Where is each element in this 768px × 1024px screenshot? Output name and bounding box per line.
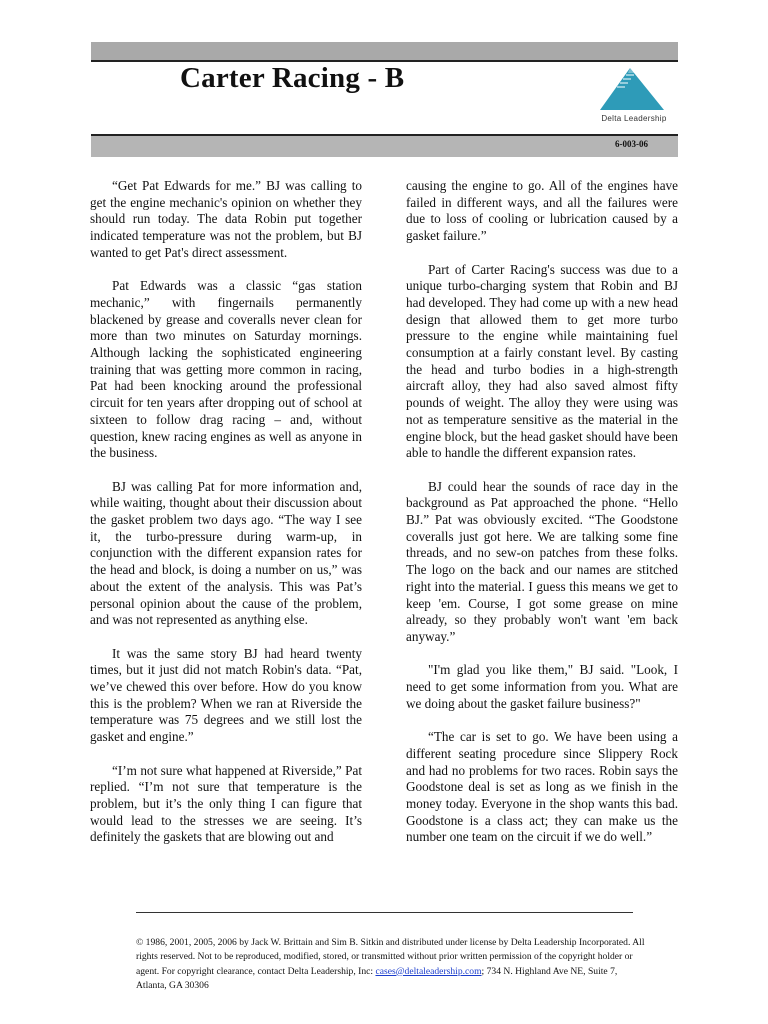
copyright-footer [136,936,648,993]
copyright-text: © 1986, 2001, 2005, 2006 by Jack W. Brittain and Sim B. Sitkin and distributed under license by Delta Leadership Incorporated. All rights reserved. Not to be reproduced, modified, stored, or transmitted without prior written permission of the copyright holder or agent. For copyright clearance, contact Delta Leadership, Inc: [136,937,645,977]
body-paragraph: “I’m not sure what happened at Riverside,” Pat replied. “I’m not sure that temperature is the problem, but it’s the only thing I can figure that would lead to the stresses we are seeing. It’s definitely the gaskets that are blowing out and [90,762,362,845]
body-paragraph: BJ could hear the sounds of race day in the background as Pat approached the phone. “Hello BJ.” Pat was obviously excited. “The Goodstone coveralls just got here. We are talking some fine threads, and no sew-on patches from these folks. The logo on the back and our names are stitched right into the material. I guess this means we get to keep 'em. Course, I got some grease on mine already, so they probably won't want 'em back anyway.” [406,478,678,644]
body-paragraph: “The car is set to go. We have been using a different seating procedure since Slippery Rock and had no problems for two races. Robin says the Goodstone deal is set as long as we finish in the money today. Everyone in the shop wants this bad. Goodstone is a class act; they can make us the number one team on the circuit if we do well.” [406,729,678,845]
body-paragraph: "I'm glad you like them," BJ said. "Look, I need to get some information from you. What are we doing about the gasket failure business?" [406,662,678,711]
body-paragraph: Part of Carter Racing's success was due to a unique turbo-charging system that Robin and BJ had developed. They had come up with a new head design that allowed them to get more turbo pressure to the engine while maintaining fuel consumption at a fairly constant level. By casting the head and turbo bodies in a high-strength aircraft alloy, they had also saved almost fifty pounds of weight. The alloy they were using was not as temperature sensitive as the material in the engine block, but the head gasket should have been able to handle the different expansion rates. [406,261,678,461]
logo-text: Delta Leadership [601,114,667,123]
body-paragraph: Pat Edwards was a classic “gas station mechanic,” with fingernails permanently blackened by grease and coveralls never clean for more than two minutes on Saturday mornings. Although lacking the sophisticated engineering training that was getting more common in racing, Pat had been knocking around the professional circuit for ten years after dropping out of school at sixteen to follow drag racing – and, without question, knew racing engines as well as anyone in the business. [90,278,362,461]
body-paragraph: It was the same story BJ had heard twenty times, but it just did not match Robin's data. “Pat, we’ve chewed this over before. How do you know this is the problem? When we ran at Riverside the temperature was 75 degrees and we still lost the gasket and engine.” [90,645,362,745]
body-paragraph: “Get Pat Edwards for me.” BJ was calling to get the engine mechanic's opinion on whether they should run today. The data Robin put together indicated temperature was not the problem, but BJ wanted to get Pat's direct assessment. [90,178,362,260]
body-paragraph: BJ was calling Pat for more information and, while waiting, thought about their discussion about the gasket problem two days ago. “The way I see it, the turbo-pressure during warm-up, in conjunction with the different expansion rates for the head and block, is doing a number on us,” was about the extent of the analysis. This was Pat’s personal opinion about the cause of the problem, and was not represented as anything else. [90,478,362,628]
document-number: 6-003-06 [615,139,648,149]
body-paragraph-continuation: causing the engine to go. All of the engines have failed in different ways, and all the failures were due to loss of cooling or lubrication caused by a gasket failure.” [406,178,678,244]
triangle-logo-icon [594,66,674,114]
page-title: Carter Racing - B [180,62,405,94]
address-text: ; 734 N. Highland Ave NE, Suite 7, Atlanta, GA 30306 [136,965,618,991]
email-link[interactable]: cases@deltaleadership.com [375,965,482,977]
header-top-band [91,42,678,60]
left-column [90,178,362,863]
delta-leadership-logo [594,66,674,126]
header-mid-band [91,136,678,157]
right-column [406,178,678,863]
footer-rule [136,912,633,913]
